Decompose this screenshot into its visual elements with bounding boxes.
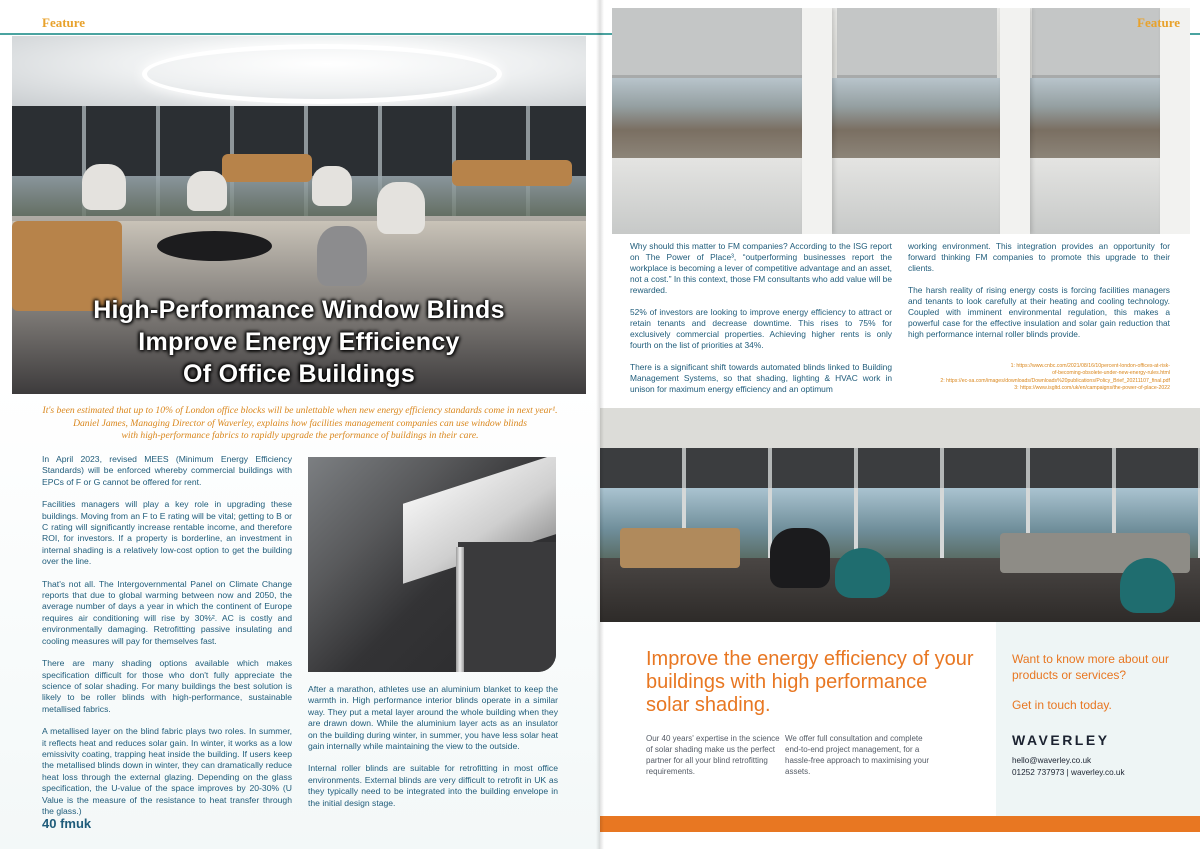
office-lounge-photo <box>600 408 1200 622</box>
top-rule <box>0 33 600 35</box>
footnotes <box>908 363 1170 393</box>
advert-copy: Our 40 years' expertise in the science of solar shading make us the perfect partner for all your blind retrofitting requirements. <box>646 734 780 776</box>
page-folio: 40 fmuk <box>42 816 92 831</box>
headline-line: High-Performance Window Blinds <box>93 296 505 324</box>
section-tag: Feature <box>1137 15 1181 30</box>
footnote: 1: https://www.cnbc.com/2021/08/16/10percent-london-offices-at-risk- <box>1010 363 1170 369</box>
ceiling <box>600 408 1200 448</box>
paragraph: working environment. This integration provides an opportunity for forward thinking FM companies to promote this upgrade to their clients. <box>908 241 1170 273</box>
footnote: 3: https://www.isgltd.com/uk/en/campaigns/the-power-of-place-2022 <box>1014 385 1170 392</box>
roller-blind-photo <box>308 457 556 672</box>
paragraph: After a marathon, athletes use an aluminium blanket to keep the warmth in. High performance interior blinds operate in a similar way. They put a metal layer around the whole building when they are drawn down. While the aluminium layer acts as an insulator on the building during winter, in summer, you have less solar heat gain internally while maintaining the view to the outside. <box>308 684 558 752</box>
paragraph: That's not all. The Intergovernmental Panel on Climate Change reports that due to global warming between now and 2050, the average number of days a year in which the continent of Europe requires air conditioning will rise by 30%². AC is costly and environmentally damaging. Retrofitting passive insulating and cooling measures will pay for themselves fast. <box>42 578 292 646</box>
sofa <box>222 154 312 182</box>
blind-side-rail <box>456 547 464 672</box>
chair <box>187 171 227 211</box>
waverley-advert <box>600 622 1200 816</box>
spine-gutter <box>596 0 604 849</box>
chair <box>317 226 367 286</box>
advert-contact-panel <box>996 622 1200 816</box>
office-window-photo <box>612 8 1190 234</box>
armchair <box>835 548 890 598</box>
right-page <box>600 0 1200 849</box>
headline <box>12 294 586 390</box>
email-link[interactable]: hello@waverley.co.uk <box>1012 756 1092 765</box>
roller-blinds-row <box>600 448 1200 488</box>
article-column <box>42 454 292 828</box>
chair <box>312 166 352 206</box>
paragraph: A metallised layer on the blind fabric plays two roles. In summer, it reflects heat and reduces solar gain. In winter, it works as a low emissivity coating, trapping heat inside the building. If users keep the metallised blinds down in winter, they can dramatically reduce heat loss through the external glazing. Depending on the glass specification, the U-value of the space improves by 20-30% (U Value is the measure of the resistance to heat transfer through the glass.) <box>42 726 292 816</box>
armchair <box>1120 558 1175 613</box>
paragraph: Facilities managers will play a key role in upgrading these buildings. Moving from an F to E rating will be vital; getting to B or C rating will significantly increase rentable income, and therefore ROI, for investors. If a property is borderline, an investment in internal shading is a relatively low-cost option to get the building over the line. <box>42 499 292 567</box>
waverley-logo: WAVERLEY <box>1012 732 1110 748</box>
standfirst-line: It's been estimated that up to 10% of London office blocks will be unlettable when new energy efficiency standards come in next year¹. <box>42 405 558 416</box>
paragraph: Internal roller blinds are suitable for retrofitting in most office environments. External blinds are very difficult to retrofit in UK as they typically need to be integrated into the building envelope in the initial design stage. <box>308 763 558 808</box>
chair <box>82 164 126 210</box>
paragraph: 52% of investors are looking to improve energy efficiency to attract or retain tenants and decrease downtime. This rises to 75% for exclusively commercial properties. Achieving higher rents is only fourth on the list of priorities at 34%. <box>630 307 892 350</box>
standfirst-line: with high-performance fabrics to rapidly upgrade the performance of buildings in their care. <box>121 430 479 441</box>
sofa <box>452 160 572 186</box>
paragraph: There is a significant shift towards automated blinds linked to Building Management Systems, so that shading, lighting & HVAC work in unison for maximum energy efficiency and an optimum <box>630 362 892 394</box>
ceiling-light-ring <box>142 44 502 104</box>
headline-line: Improve Energy Efficiency <box>138 328 460 356</box>
orange-footer-bar <box>600 816 1200 832</box>
paragraph: Why should this matter to FM companies? According to the ISG report on The Power of Place³, “outperforming businesses report the workplace is becoming a lever of competitive advantage and an asset, not a cost.” In this context, those FM consultants who add value will be rewarded. <box>630 241 892 295</box>
advert-copy: We offer full consultation and complete end-to-end project management, for a hassle-free approach to maximising your assets. <box>785 734 930 776</box>
window-blind <box>612 8 802 78</box>
advert-question: Want to know more about our products or services? <box>1012 652 1169 682</box>
article-column <box>908 241 1170 351</box>
advert-contact <box>1012 755 1125 779</box>
section-tag: Feature <box>42 15 86 30</box>
chair <box>377 182 425 234</box>
city-view <box>612 78 1190 158</box>
window-mullion <box>1160 8 1190 234</box>
article-column <box>630 241 892 406</box>
standfirst-line: Daniel James, Managing Director of Waverley, explains how facilities management companies can use window blinds <box>73 417 527 429</box>
headline-line: Of Office Buildings <box>182 360 416 388</box>
window-sill <box>612 158 1190 234</box>
phone-web-link[interactable]: 01252 737973 | waverley.co.uk <box>1012 768 1125 777</box>
advert-cta: Get in touch today. <box>1012 698 1112 712</box>
sofa <box>620 528 740 568</box>
coffee-table <box>157 231 272 261</box>
window-mullion <box>1000 8 1030 234</box>
paragraph: In April 2023, revised MEES (Minimum Energy Efficiency Standards) will be enforced whereby commercial buildings with EPCs of F or G cannot be offered for rent. <box>42 454 292 487</box>
paragraph: There are many shading options available which makes specification difficult for those who don't fully appreciate the science of solar shading. For many buildings the best solution is likely to be roller blinds with high-performance, sustainable metallised fabrics. <box>42 658 292 714</box>
paragraph: The harsh reality of rising energy costs is forcing facilities managers and tenants to look carefully at their heating and cooling technology. Coupled with imminent environmental regulation, this makes a powerful case for the effective insulation and solar gain reduction that high performance internal roller blinds provide. <box>908 285 1170 339</box>
advert-headline: Improve the energy efficiency of your buildings with high performance solar shading. <box>646 648 974 716</box>
window-blind <box>837 8 997 78</box>
lounge-chair <box>770 528 830 588</box>
standfirst <box>30 405 570 443</box>
footnote: of-becoming-obsolete-under-new-energy-rules.html <box>1052 370 1170 377</box>
footnote: 2: https://ec-sa.com/images/downloads/Downloads%20publications/Policy_Brief_20211107_final.pdf <box>940 377 1170 384</box>
window-mullion <box>802 8 832 234</box>
blind-fabric <box>458 542 556 672</box>
advert-main <box>600 622 996 816</box>
article-column <box>308 684 558 820</box>
